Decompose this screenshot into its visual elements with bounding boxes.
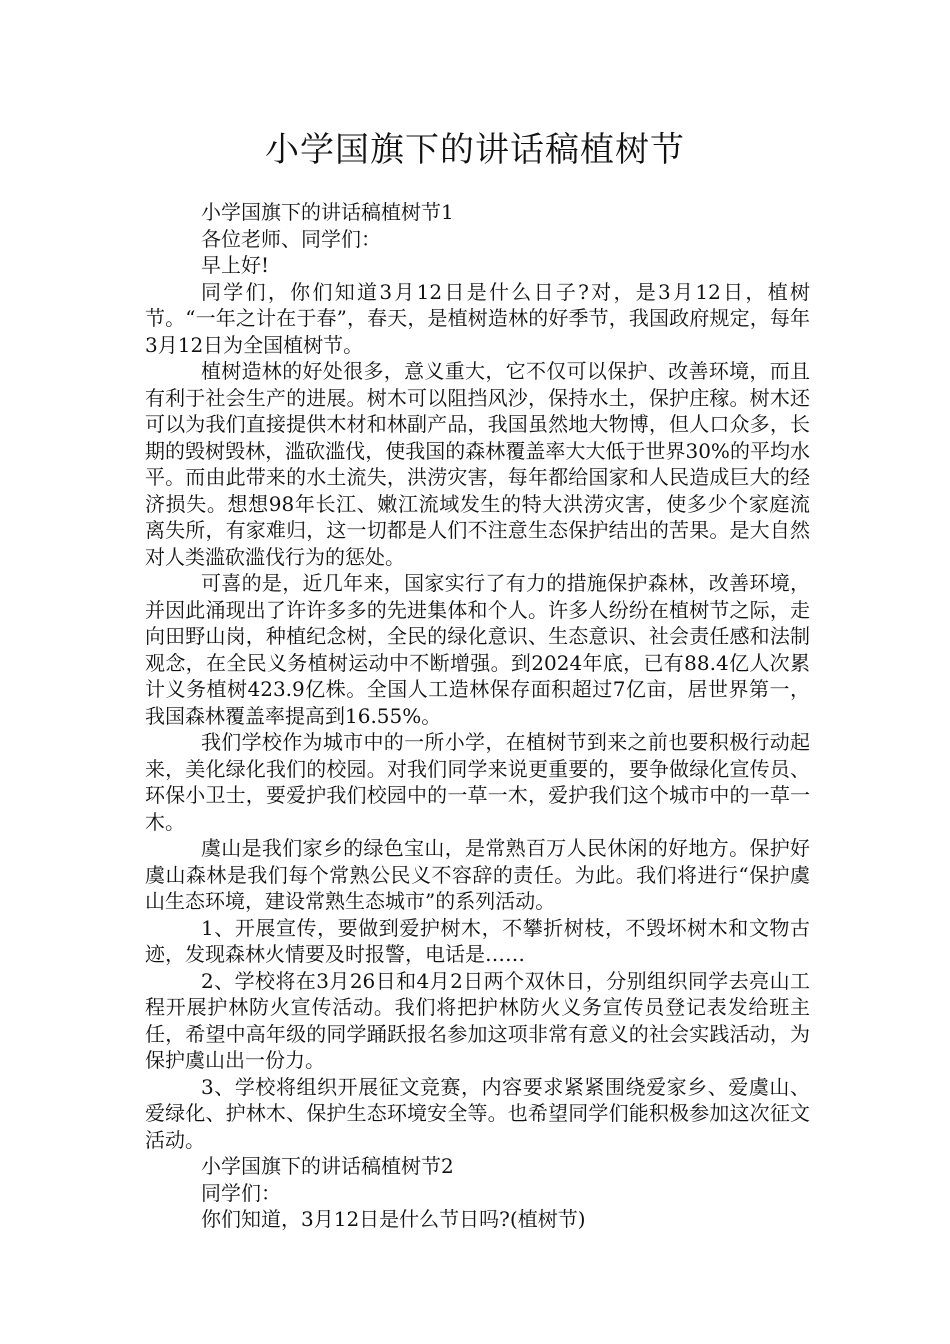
salutation: 各位老师、同学们： bbox=[201, 226, 381, 251]
section-heading-2: 小学国旗下的讲话稿植树节2 bbox=[201, 1154, 454, 1178]
list-item-2: 2、学校将在3月26日和4月2日两个双休日，分别组织同学去亮山工程开展护林防火宣传活动。我们将把护林防火义务宣传员登记表发给班主任，希望中高年级的同学踊跃报名参加这项非常有意义的社会实践活动，为保护虞山出一份力。 bbox=[145, 968, 810, 1072]
list-item-3: 3、学校将组织开展征文竞赛，内容要求紧紧围绕爱家乡、爱虞山、爱绿化、护林木、保护生态环境安全等。也希望同学们能积极参加这次征文活动。 bbox=[145, 1074, 810, 1152]
paragraph-school: 我们学校作为城市中的一所小学，在植树节到来之前也要积极行动起来，美化绿化我们的校园。对我们同学来说更重要的，要争做绿化宣传员、环保小卫士，要爱护我们校园中的一草一木，爱护我们这个城市中的一草一木。 bbox=[145, 730, 810, 834]
section-heading-1: 小学国旗下的讲话稿植树节1 bbox=[201, 200, 454, 224]
paragraph-arbor-day-intro: 同学们，你们知道3月12日是什么日子?对，是3月12日，植树节。“一年之计在于春”，春天，是植树造林的好季节，我国政府规定，每年3月12日为全国植树节。 bbox=[145, 279, 810, 357]
question-line: 你们知道，3月12日是什么节日吗?(植树节) bbox=[201, 1207, 586, 1231]
list-item-1: 1、开展宣传，要做到爱护树木，不攀折树枝，不毁坏树木和文物古迹，发现森林火情要及时报警，电话是…… bbox=[145, 915, 810, 966]
greeting: 早上好! bbox=[201, 253, 270, 277]
paragraph-yushan: 虞山是我们家乡的绿色宝山，是常熟百万人民休闲的好地方。保护好虞山森林是我们每个常熟公民义不容辞的责任。为此。我们将进行“保护虞山生态环境，建设常熟生态城市”的系列活动。 bbox=[145, 836, 810, 913]
document-body bbox=[145, 199, 810, 1233]
paragraph-benefits: 植树造林的好处很多，意义重大，它不仅可以保护、改善环境，而且有利于社会生产的进展。树木可以阻挡风沙，保持水土，保护庄稼。树木还可以为我们直接提供木材和林副产品，我国虽然地大物博，但人口众多，长期的毁树毁林，滥砍滥伐，使我国的森林覆盖率大大低于世界30%的平均水平。而由此带来的水土流失，洪涝灾害，每年都给国家和人民造成巨大的经济损失。想想98年长江、嫩江流域发生的特大洪涝灾害，使多少个家庭流离失所，有家难归，这一切都是人们不注意生态保护结出的苦果。是大自然对人类滥砍滥伐行为的惩处。 bbox=[145, 359, 810, 569]
page-title: 小学国旗下的讲话稿植树节 bbox=[265, 130, 685, 170]
salutation-2: 同学们： bbox=[201, 1180, 281, 1205]
paragraph-progress: 可喜的是，近几年来，国家实行了有力的措施保护森林，改善环境，并因此涌现出了许许多多的先进集体和个人。许多人纷纷在植树节之际，走向田野山岗，种植纪念树，全民的绿化意识、生态意识、社会责任感和法制观念，在全民义务植树运动中不断增强。到2024年底，已有88.4亿人次累计义务植树423.9亿株。全国人工造林保存面积超过7亿亩，居世界第一，我国森林覆盖率提高到16.55%。 bbox=[145, 571, 810, 728]
